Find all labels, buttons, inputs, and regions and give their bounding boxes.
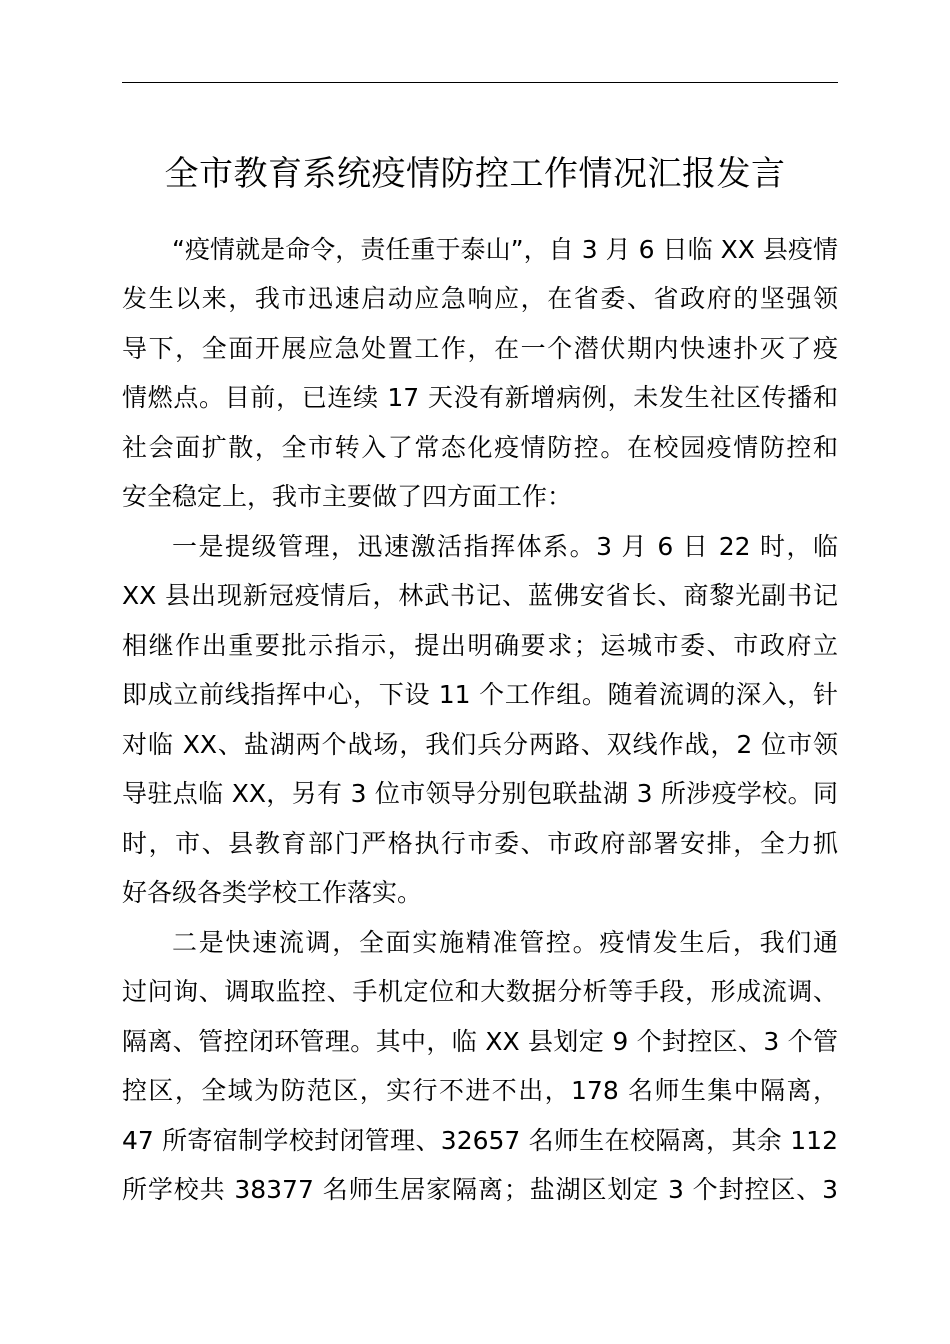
paragraph-line: 一是提级管理，迅速激活指挥体系。3 月 6 日 22 时，临 [172,532,838,561]
paragraph-line: 即成立前线指挥中心，下设 11 个工作组。随着流调的深入，针 [122,680,838,709]
paragraph-line: 情燃点。目前，已连续 17 天没有新增病例，未发生社区传播和 [122,383,838,412]
paragraph-line: 时，市、县教育部门严格执行市委、市政府部署安排，全力抓 [122,829,838,858]
paragraph-line: 相继作出重要批示指示，提出明确要求；运城市委、市政府立 [122,631,838,660]
paragraph-line: 好各级各类学校工作落实。 [122,878,423,907]
paragraph-line: 导下，全面开展应急处置工作，在一个潜伏期内快速扑灭了疫 [122,334,838,363]
paragraph-line: 发生以来，我市迅速启动应急响应，在省委、省政府的坚强领 [122,284,838,313]
header-rule [122,82,838,83]
paragraph-line: 社会面扩散，全市转入了常态化疫情防控。在校园疫情防控和 [122,433,838,462]
paragraph-line: 控区，全域为防范区，实行不进不出，178 名师生集中隔离， [122,1076,838,1105]
paragraph-line: 过问询、调取监控、手机定位和大数据分析等手段，形成流调、 [122,977,838,1006]
paragraph-line: XX 县出现新冠疫情后，林武书记、蓝佛安省长、商黎光副书记 [122,581,838,610]
paragraph-line: “疫情就是命令，责任重于泰山”，自 3 月 6 日临 XX 县疫情 [172,235,838,264]
document-title: 全市教育系统疫情防控工作情况汇报发言 [164,154,786,194]
paragraph-line: 隔离、管控闭环管理。其中，临 XX 县划定 9 个封控区、3 个管 [122,1027,838,1056]
paragraph-line: 安全稳定上，我市主要做了四方面工作： [122,482,573,511]
paragraph-line: 二是快速流调，全面实施精准管控。疫情发生后，我们通 [172,928,838,957]
paragraph-line: 所学校共 38377 名师生居家隔离；盐湖区划定 3 个封控区、3 [122,1175,838,1204]
paragraph-line: 47 所寄宿制学校封闭管理、32657 名师生在校隔离，其余 112 [122,1126,838,1155]
paragraph-line: 导驻点临 XX，另有 3 位市领导分别包联盐湖 3 所涉疫学校。同 [122,779,838,808]
paragraph-line: 对临 XX、盐湖两个战场，我们兵分两路、双线作战，2 位市领 [122,730,838,759]
